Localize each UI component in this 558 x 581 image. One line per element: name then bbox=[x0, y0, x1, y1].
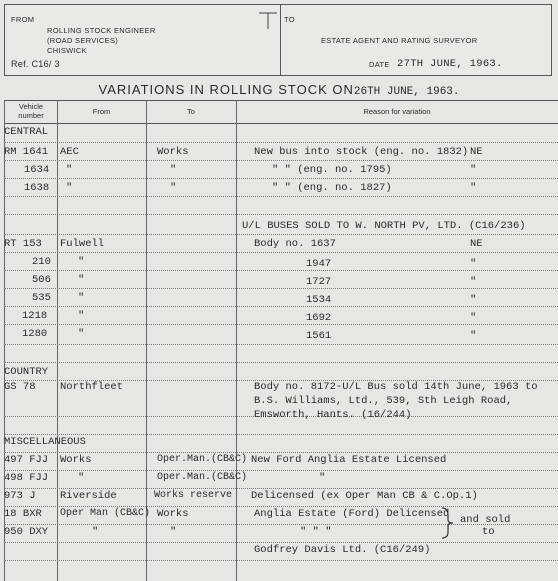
reason-line-2: B.S. Williams, Ltd., 539, Sth Leigh Road, bbox=[254, 395, 513, 407]
from-cell: " bbox=[78, 472, 85, 484]
ul-buses-heading: U/L BUSES SOLD TO W. NORTH PV, LTD. (C16/236) bbox=[242, 220, 526, 232]
vehicle-number: RM 1641 bbox=[4, 146, 49, 158]
from-cell: Oper Man (CB&C) bbox=[60, 508, 151, 519]
vehicle-number: 973 J bbox=[4, 490, 36, 502]
mark-cell: NE bbox=[470, 238, 483, 250]
from-label: FROM bbox=[11, 15, 35, 24]
from-cell: " bbox=[78, 328, 85, 340]
col-to: To bbox=[187, 107, 195, 116]
reason-line-1: Body no. 8172-U/L Bus sold 14th June, 1963 to bbox=[254, 381, 538, 393]
section-miscellaneous: MISCELLANEOUS bbox=[4, 436, 86, 448]
from-line-2: (ROAD SERVICES) bbox=[47, 36, 119, 45]
reason-cell: " " (eng. no. 1795) bbox=[272, 164, 392, 176]
to-name: ESTATE AGENT AND RATING SURVEYOR bbox=[321, 36, 478, 45]
variations-table bbox=[4, 100, 558, 581]
from-cell: " bbox=[78, 256, 85, 268]
from-cell: " bbox=[78, 310, 85, 322]
vehicle-number: RT 153 bbox=[4, 238, 42, 250]
stamp-mark-icon bbox=[251, 9, 279, 33]
reason-cell: 1947 bbox=[306, 258, 332, 270]
from-cell: " bbox=[78, 274, 85, 286]
mark-cell: " bbox=[470, 258, 477, 270]
document-title: VARIATIONS IN ROLLING STOCK ON26TH JUNE, 1963. bbox=[98, 82, 460, 98]
from-cell: " bbox=[66, 182, 73, 194]
vehicle-number: 498 FJJ bbox=[4, 472, 49, 484]
mark-cell: " bbox=[470, 164, 477, 176]
vehicle-number: 497 FJJ bbox=[4, 454, 49, 466]
date-label: DATE bbox=[369, 60, 390, 69]
to-cell: Works bbox=[157, 146, 189, 158]
from-cell: Riverside bbox=[60, 490, 117, 502]
mark-cell: " bbox=[470, 330, 477, 342]
col-from: From bbox=[92, 107, 111, 116]
date-value: 27TH JUNE, 1963. bbox=[397, 58, 503, 70]
reason-cell: " " " bbox=[300, 526, 332, 538]
to-cell: Oper.Man.(CB&C) bbox=[157, 472, 248, 483]
vehicle-number: 950 DXY bbox=[4, 526, 49, 538]
sold-note-line-1: and sold bbox=[460, 514, 511, 526]
reason-cell: " " (eng. no. 1827) bbox=[272, 182, 392, 194]
vehicle-number: 18 BXR bbox=[4, 508, 42, 520]
to-cell: Oper.Man.(CB&C) bbox=[157, 454, 248, 465]
vehicle-number: 506 bbox=[32, 274, 51, 286]
reason-cell: New Ford Anglia Estate Licensed bbox=[251, 454, 447, 466]
to-cell: " bbox=[170, 182, 177, 194]
mark-cell: " bbox=[470, 182, 477, 194]
reason-cell: " bbox=[319, 472, 326, 484]
sold-note-line-2: to bbox=[482, 526, 495, 538]
from-cell: " bbox=[92, 526, 99, 538]
section-country: COUNTRY bbox=[4, 366, 49, 378]
from-cell: Works bbox=[60, 454, 92, 466]
mark-cell: " bbox=[470, 294, 477, 306]
to-label: TO bbox=[284, 15, 295, 24]
reason-cell: 1534 bbox=[306, 294, 332, 306]
ref-number: Ref. C16/ 3 bbox=[11, 59, 60, 69]
vehicle-number: 1638 bbox=[24, 182, 50, 194]
to-cell: " bbox=[170, 526, 177, 538]
reason-cell: 1561 bbox=[306, 330, 332, 342]
reason-cell: New bus into stock (eng. no. 1832) bbox=[254, 146, 469, 158]
vehicle-number: 210 bbox=[32, 256, 51, 268]
vehicle-number: 535 bbox=[32, 292, 51, 304]
to-cell: Works bbox=[157, 508, 189, 520]
reason-cell: 1727 bbox=[306, 276, 332, 288]
vehicle-number: GS 78 bbox=[4, 381, 36, 393]
reason-cell: Body no. 1637 bbox=[254, 238, 336, 250]
reason-line-3: Emsworth, Hants. (16/244) bbox=[254, 409, 412, 421]
reason-cell: 1692 bbox=[306, 312, 332, 324]
from-line-1: ROLLING STOCK ENGINEER bbox=[47, 26, 156, 35]
reason-cell: Delicensed (ex Oper Man CB & C.Op.1) bbox=[251, 490, 478, 502]
from-cell: Fulwell bbox=[60, 238, 105, 250]
from-line-3: CHISWICK bbox=[47, 46, 87, 55]
from-cell: " bbox=[78, 292, 85, 304]
col-reason: Reason for variation bbox=[363, 107, 431, 116]
buyer-line: Godfrey Davis Ltd. (C16/249) bbox=[254, 544, 431, 556]
from-cell: " bbox=[66, 164, 73, 176]
mark-cell: NE bbox=[470, 146, 483, 158]
vehicle-number: 1280 bbox=[22, 328, 48, 340]
col-vehicle: Vehicle number bbox=[18, 102, 44, 120]
brace-icon bbox=[440, 506, 456, 540]
from-cell: AEC bbox=[60, 146, 79, 158]
from-cell: Northfleet bbox=[60, 381, 124, 393]
vehicle-number: 1634 bbox=[24, 164, 50, 176]
to-cell: Works reserve bbox=[154, 490, 233, 501]
section-central: CENTRAL bbox=[4, 126, 49, 138]
reason-cell: Anglia Estate (Ford) Delicensed bbox=[254, 508, 450, 520]
mark-cell: " bbox=[470, 312, 477, 324]
to-cell: " bbox=[170, 164, 177, 176]
mark-cell: " bbox=[470, 276, 477, 288]
vehicle-number: 1218 bbox=[22, 310, 48, 322]
